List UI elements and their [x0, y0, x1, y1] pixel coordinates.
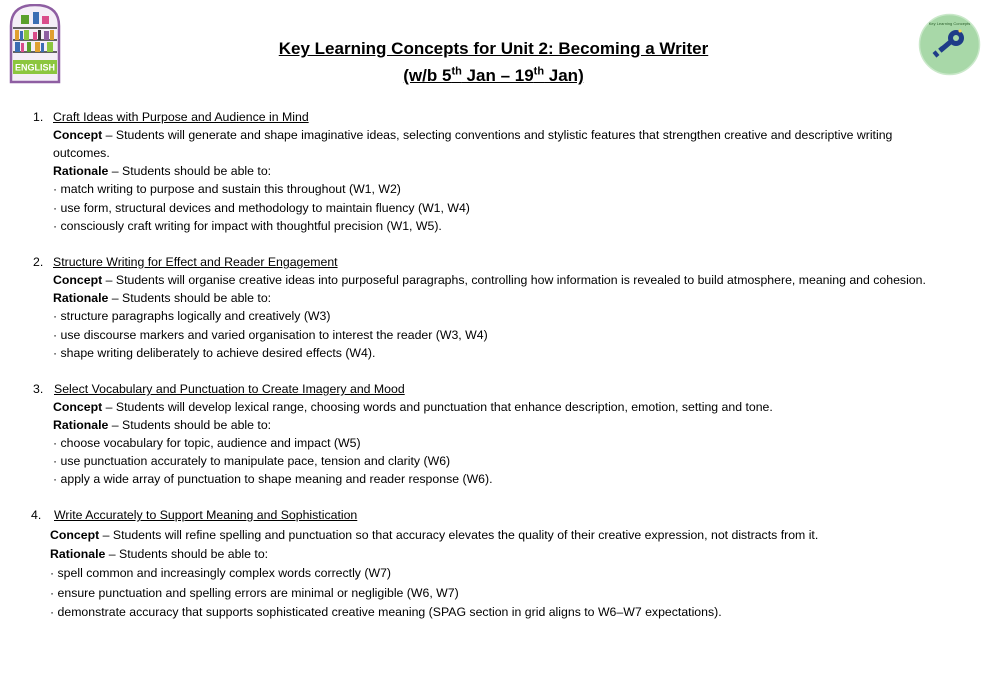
concept-line: Concept – Students will organise creative ideas into purposeful paragraphs, controlling how information is revealed to build atmosphere, meaning and cohesion. [53, 273, 926, 287]
page-subtitle-dates: (w/b 5th Jan – 19th Jan) [403, 65, 584, 85]
page-title: Key Learning Concepts for Unit 2: Becoming a Writer [278, 39, 709, 58]
section-heading: Write Accurately to Support Meaning and Sophistication [54, 508, 358, 522]
rationale-line: Rationale – Students should be able to: [53, 164, 272, 178]
rationale-line: Rationale – Students should be able to: [53, 418, 272, 432]
rationale-bullet: · use punctuation accurately to manipulate pace, tension and clarity (W6) [53, 454, 451, 468]
section-heading: Craft Ideas with Purpose and Audience in Mind [53, 110, 309, 124]
section-number: 1. [33, 110, 44, 124]
rationale-line: Rationale – Students should be able to: [53, 291, 272, 305]
rationale-bullet: · ensure punctuation and spelling errors are minimal or negligible (W6, W7) [50, 586, 459, 600]
concept-line: Concept – Students will generate and shape imaginative ideas, selecting conventions and stylistic features that strengthen creative and descriptive writing [53, 128, 893, 142]
rationale-bullet: · structure paragraphs logically and creatively (W3) [53, 309, 331, 323]
section-number: 2. [33, 255, 44, 269]
rationale-bullet: · choose vocabulary for topic, audience and impact (W5) [53, 436, 361, 450]
concept-line: Concept – Students will refine spelling and punctuation so that accuracy elevates the quality of their creative expression, not distracts from it. [50, 528, 819, 542]
rationale-bullet: · match writing to purpose and sustain this throughout (W1, W2) [53, 182, 401, 196]
rationale-line: Rationale – Students should be able to: [50, 547, 269, 561]
section-number: 3. [33, 382, 44, 396]
rationale-bullet: · demonstrate accuracy that supports sophisticated creative meaning (SPAG section in grid aligns to W6–W7 expectations). [50, 605, 722, 619]
section-heading: Structure Writing for Effect and Reader Engagement [53, 255, 338, 269]
section-number: 4. [31, 508, 42, 522]
rationale-bullet: · use form, structural devices and methodology to maintain fluency (W1, W4) [53, 201, 470, 215]
rationale-bullet: · apply a wide array of punctuation to shape meaning and reader response (W6). [53, 472, 493, 486]
concept-line-cont: outcomes. [53, 146, 110, 160]
rationale-bullet: · use discourse markers and varied organisation to interest the reader (W3, W4) [53, 328, 488, 342]
logo-english-text: ENGLISH [14, 62, 56, 73]
rationale-bullet: · spell common and increasingly complex words correctly (W7) [50, 566, 392, 580]
rationale-bullet: · shape writing deliberately to achieve desired effects (W4). [53, 346, 376, 360]
svg-text:Key Learning Concepts: Key Learning Concepts [928, 21, 971, 26]
rationale-bullet: · consciously craft writing for impact with thoughtful precision (W1, W5). [53, 219, 442, 233]
concept-line: Concept – Students will develop lexical range, choosing words and punctuation that enhance description, emotion, setting and tone. [53, 400, 773, 414]
section-heading: Select Vocabulary and Punctuation to Create Imagery and Mood [54, 382, 405, 396]
